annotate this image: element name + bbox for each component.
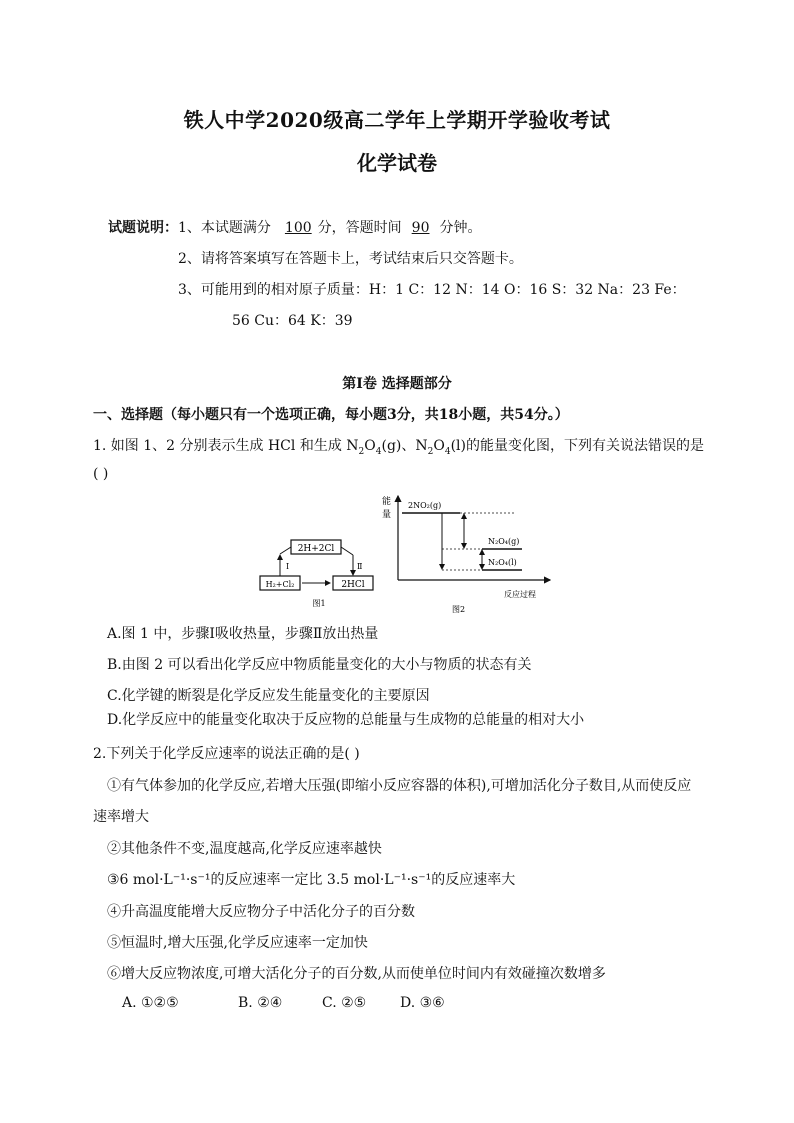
q2-statement-1-cont: 速率增大 [93,809,149,825]
q2-statement-6: ⑥增大反应物浓度,可增大活化分子的百分数,从而使单位时间内有效碰撞次数增多 [107,966,606,982]
q2-stem: 2.下列关于化学反应速率的说法正确的是( ) [93,746,360,762]
q1-stem: 1. 如图 1、2 分别表示生成 HCl 和生成 $N_2O_4(g)$、$N_2O_4(l)$的能量变化图，下列有关说法错误的是 [93,438,704,457]
q1-stem-pre: 1. 如图 1、2 分别表示生成 HCl 和生成 N [93,438,359,454]
section-title: 第Ⅰ卷 选择题部分 [342,376,452,392]
fig2-caption: 图2 [452,605,466,614]
q2-statement-3: ③6 mol·L⁻¹·s⁻¹的反应速率一定比 3.5 mol·L⁻¹·s⁻¹的反应速率大 [107,872,516,888]
instructions-line2: 2、请将答案填写在答题卡上，考试结束后只交答题卡。 [178,251,523,267]
q1-option-b: B.由图 2 可以看出化学反应中物质能量变化的大小与物质的状态有关 [107,657,532,673]
fig2-xlabel: 反应过程 [504,590,536,599]
fig1-step1: Ⅰ [286,562,290,571]
fig1-caption: 图1 [312,599,326,608]
q2-choice-b: B. ②④ [238,995,283,1011]
exam-subject: 化学试卷 [357,151,437,175]
instructions-label: 试题说明： [108,220,178,236]
section-heading: 一、选择题（每小题只有一个选项正确，每小题3分，共18小题，共54分。） [93,407,569,423]
fig1-step2: Ⅱ [357,562,363,571]
figure-2 [376,492,556,617]
instructions-line4: 56 Cu：64 K：39 [232,313,353,329]
q2-choice-c: C. ②⑤ [322,995,367,1011]
instructions-line3: 3、可能用到的相对原子质量：H：1 C：12 N：14 O：16 S：32 Na：23 Fe： [178,282,686,298]
fig1-right-label: 2HCl [341,580,365,590]
q1-option-d: D.化学反应中的能量变化取决于反应物的总能量与生成物的总能量的相对大小 [107,712,585,728]
instr-1-post: 分钟。 [439,220,482,236]
q2-statement-5: ⑤恒温时,增大压强,化学反应速率一定加快 [107,935,368,951]
q2-statement-4: ④升高温度能增大反应物分子中活化分子的百分数 [107,904,415,920]
q2-statement-1: ①有气体参加的化学反应,若增大压强(即缩小反应容器的体积),可增加活化分子数目,从而使反应 [107,778,692,794]
q1-option-a: A.图 1 中，步骤Ⅰ吸收热量，步骤Ⅱ放出热量 [107,626,379,642]
q1-stem-post: (l)的能量变化图，下列有关说法错误的是 [450,438,704,454]
exam-time: 90 [411,220,430,236]
exam-title: 铁人中学2020级高二学年上学期开学验收考试 [183,108,611,132]
instructions-line1 [108,217,481,237]
fig2-label-bot: N₂O₄(l) [488,558,517,567]
fig2-ylabel-1: 能 [382,497,392,507]
q2-choice-a: A. ①②⑤ [122,995,179,1011]
q2-statement-2: ②其他条件不变,温度越高,化学反应速率越快 [107,841,382,857]
q2-choice-d: D. ③⑥ [400,995,445,1011]
fig2-label-top: 2NO₂(g) [408,501,442,510]
q1-option-c: C.化学键的断裂是化学反应发生能量变化的主要原因 [107,688,430,704]
instr-1-pre: 1、本试题满分 [178,220,271,236]
instr-1-mid: 分，答题时间 [317,220,402,236]
fig1-top-label: 2H+2Cl [297,544,335,554]
q1-paren: ( ) [93,466,109,482]
full-score: 100 [284,220,312,236]
fig2-ylabel-2: 量 [382,510,392,520]
fig1-left-label: H₂+Cl₂ [265,580,295,589]
figure-1 [255,532,375,614]
fig2-label-mid: N₂O₄(g) [488,537,520,546]
